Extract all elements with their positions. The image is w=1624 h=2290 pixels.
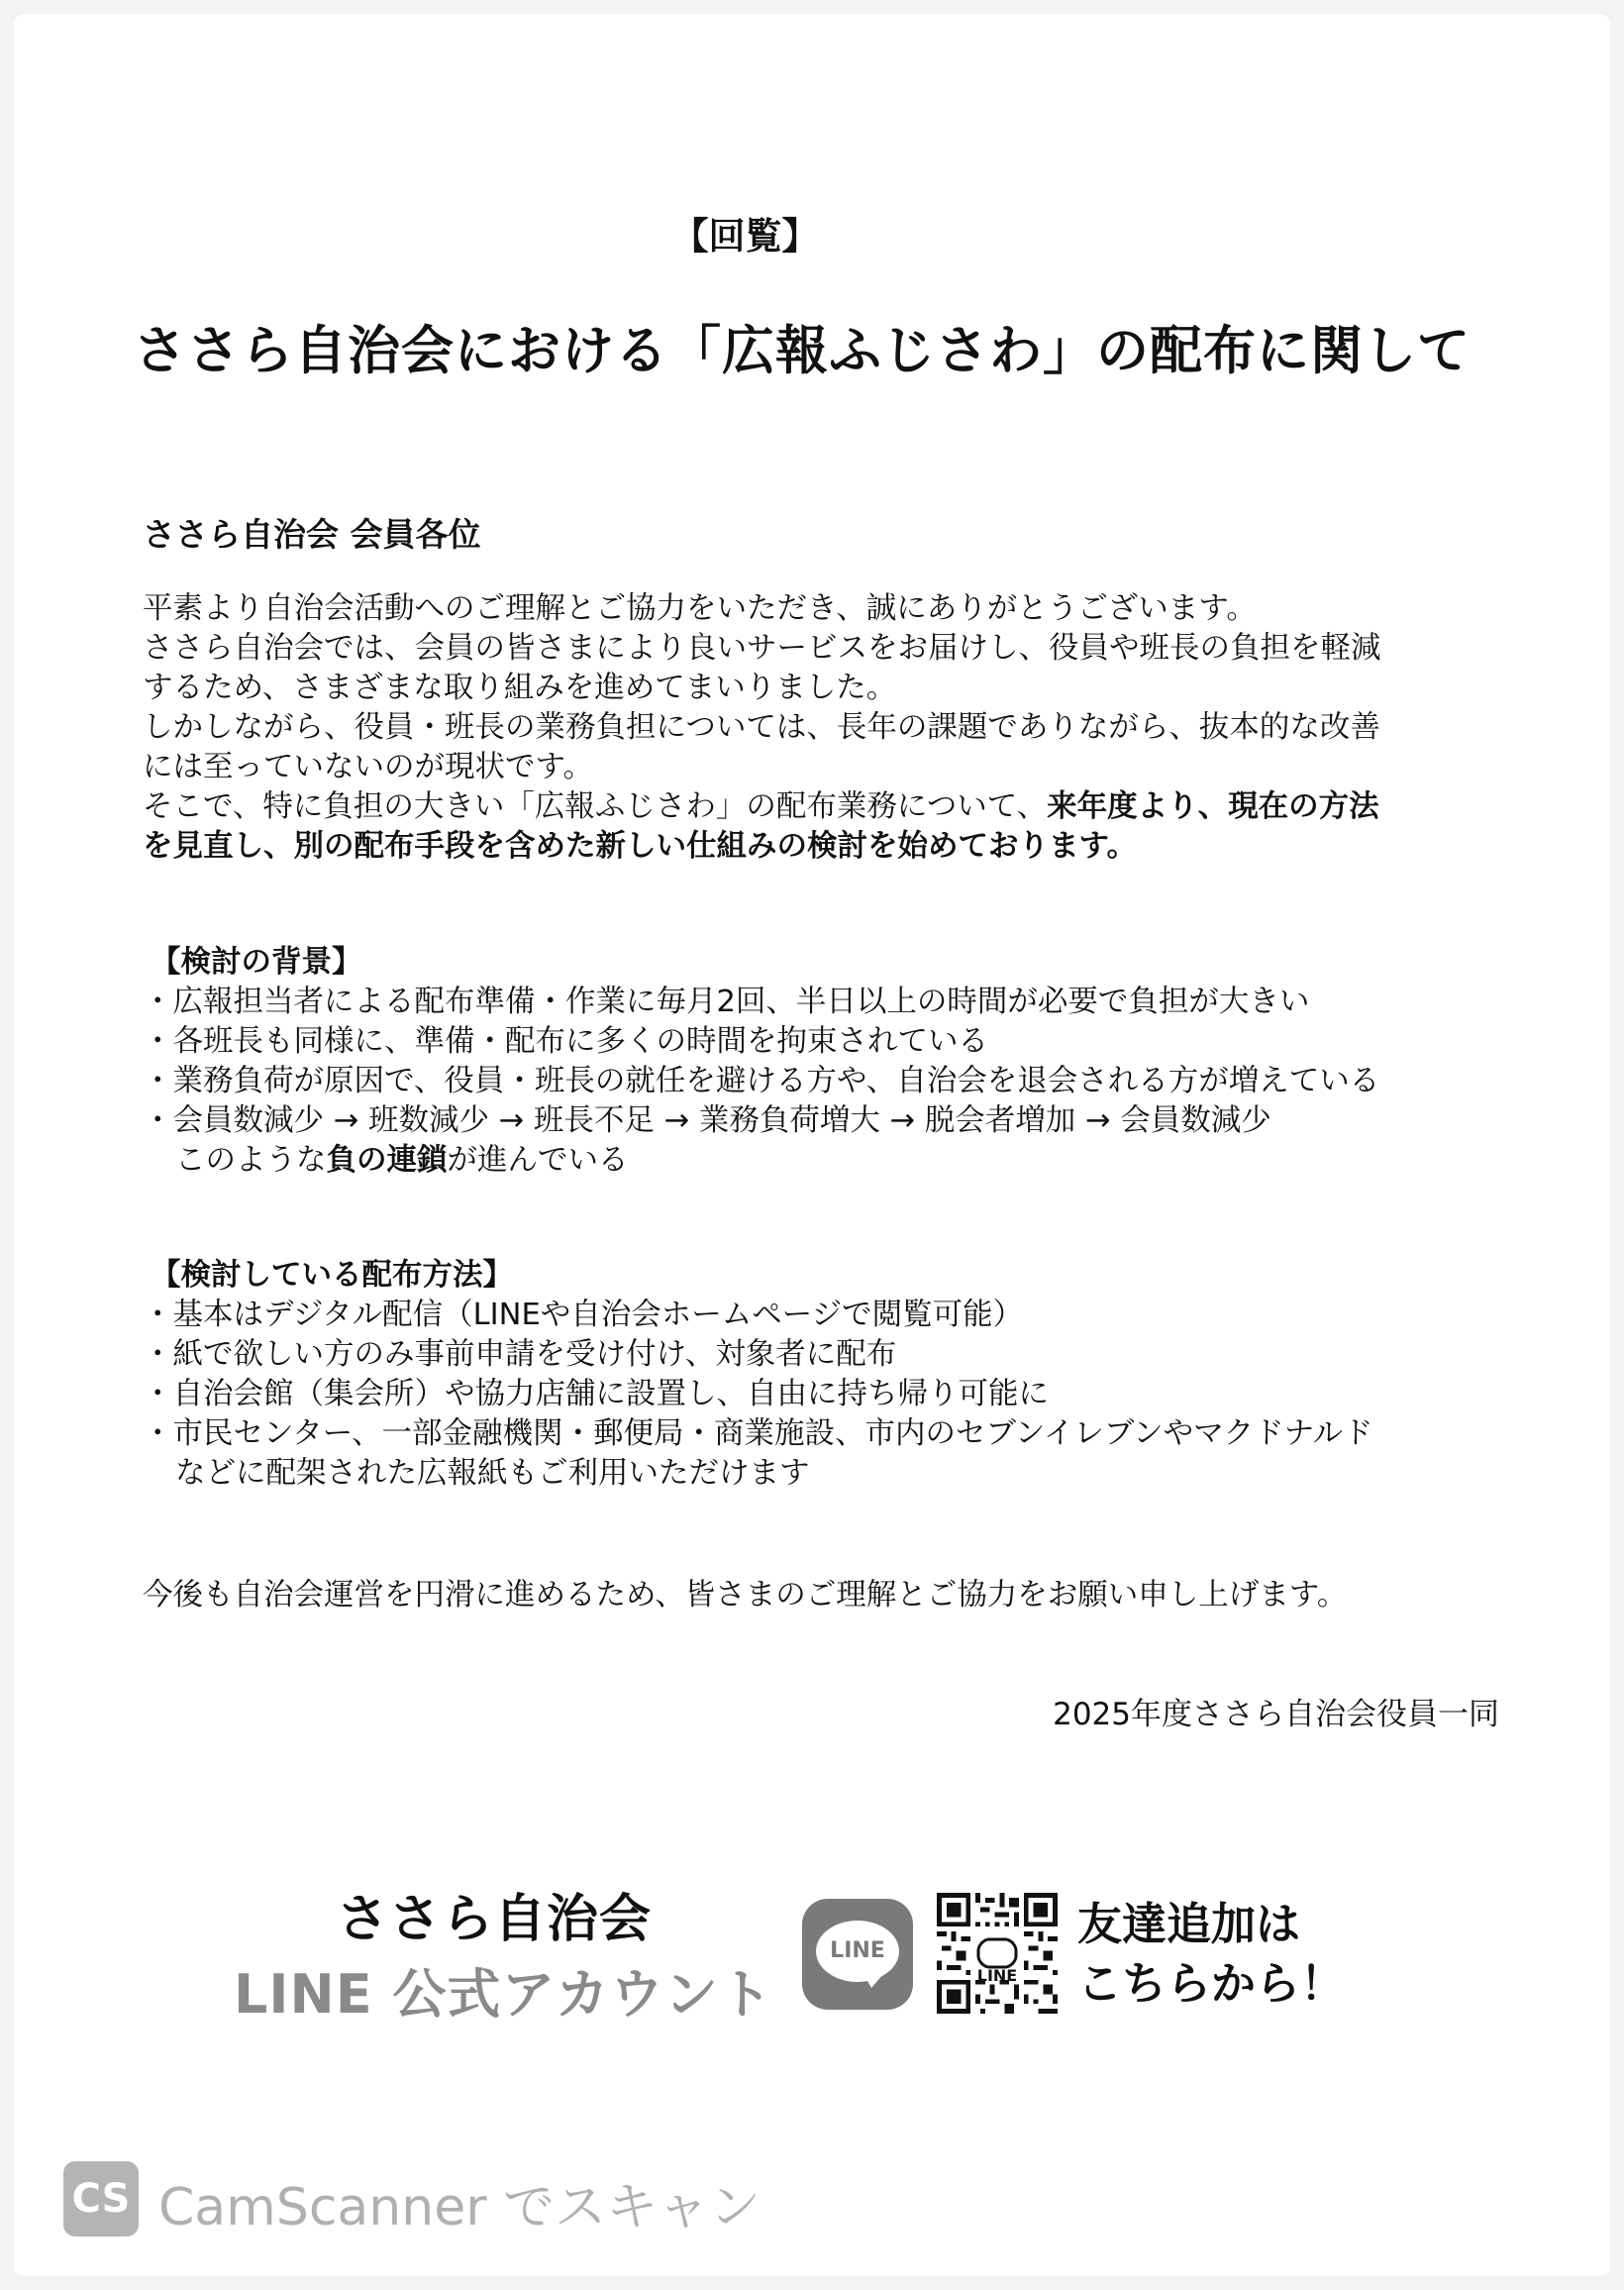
continuation-text: このような (175, 1143, 327, 1178)
add-friend-cta (1077, 1895, 1345, 2014)
background-bullet: ・業務負荷が原因で、役員・班長の就任を避ける方や、自治会を退会される方が増えている (143, 1064, 1380, 1098)
continuation-text: が進んでいる (447, 1143, 629, 1178)
intro-line: には至っていないのが現状です。 (143, 750, 594, 784)
intro-plain-text: そこで、特に負担の大きい「広報ふじさわ」の配布業務について、 (143, 789, 1048, 824)
background-bullet-continuation (143, 1141, 1529, 1181)
banner-title: ささら自治会 (337, 1890, 653, 1949)
background-heading: 【検討の背景】 (151, 945, 362, 980)
signature: 2025年度ささら自治会役員一同 (1053, 1697, 1499, 1732)
intro-bold-text: 来年度より、現在の方法 (1047, 789, 1379, 824)
background-section (143, 943, 1529, 1181)
addressee: ささら自治会 会員各位 (143, 515, 481, 554)
camscanner-logo-icon: CS (63, 2161, 139, 2237)
line-logo-text: LINE (830, 1938, 885, 1963)
line-bubble-tail (863, 1974, 883, 1988)
negative-chain-text: 負の連鎖 (326, 1143, 448, 1178)
line-account-banner (0, 1877, 1624, 2026)
intro-line (143, 787, 1509, 827)
closing-paragraph: 今後も自治会運営を円滑に進めるため、皆さまのご理解とご協力をお願い申し上げます。 (143, 1578, 1348, 1613)
background-bullet: ・広報担当者による配布準備・作業に毎月2回、半日以上の時間が必要で負担が大きい (143, 985, 1310, 1019)
methods-heading: 【検討している配布方法】 (151, 1258, 513, 1293)
intro-line: 平素より自治会活動へのご理解とご協力をいただき、誠にありがとうございます。 (143, 591, 1257, 626)
background-bullet: ・各班長も同様に、準備・配布に多くの時間を拘束されている (143, 1024, 988, 1059)
camscanner-watermark: CamScanner でスキャン (158, 2178, 761, 2238)
method-bullet: ・市民センター、一部金融機関・郵便局・商業施設、市内のセブンイレブンやマクドナルド (143, 1416, 1373, 1451)
method-bullet: ・基本はデジタル配信（LINEや自治会ホームページで閲覧可能） (143, 1298, 1024, 1332)
banner-subtitle: LINE 公式アカウント (234, 1963, 773, 2026)
method-bullet: ・紙で欲しい方のみ事前申請を受け付け、対象者に配布 (143, 1337, 897, 1372)
page-title: ささら自治会における「広報ふじさわ」の配布に関して (134, 321, 1471, 381)
method-bullet-continuation: などに配架された広報紙もご利用いただけます (175, 1456, 810, 1491)
background-bullet: ・会員数減少 → 班数減少 → 班長不足 → 業務負荷増大 → 脱会者増加 → 会員数減少 (143, 1103, 1271, 1138)
qr-code-icon[interactable] (937, 1893, 1058, 2014)
line-logo-icon (802, 1899, 913, 2010)
qr-center-label: LINE (976, 1966, 1018, 1985)
intro-line: しかしながら、役員・班長の業務負担については、長年の課題でありながら、抜本的な改善 (143, 710, 1380, 745)
intro-paragraph (143, 589, 1509, 867)
cta-line: 友達追加は (1077, 1898, 1301, 1950)
circular-label: 【回覧】 (671, 215, 819, 258)
methods-section (143, 1256, 1529, 1494)
intro-line: するため、さまざまな取り組みを進めてまいりました。 (143, 671, 897, 705)
intro-bold-line: を見直し、別の配布手段を含めた新しい仕組みの検討を始めております。 (143, 829, 1138, 864)
cta-line: こちらから！ (1077, 1957, 1346, 2010)
intro-line: ささら自治会では、会員の皆さまにより良いサービスをお届けし、役員や班長の負担を軽減 (143, 631, 1381, 666)
method-bullet: ・自治会館（集会所）や協力店舗に設置し、自由に持ち帰り可能に (143, 1377, 1049, 1411)
